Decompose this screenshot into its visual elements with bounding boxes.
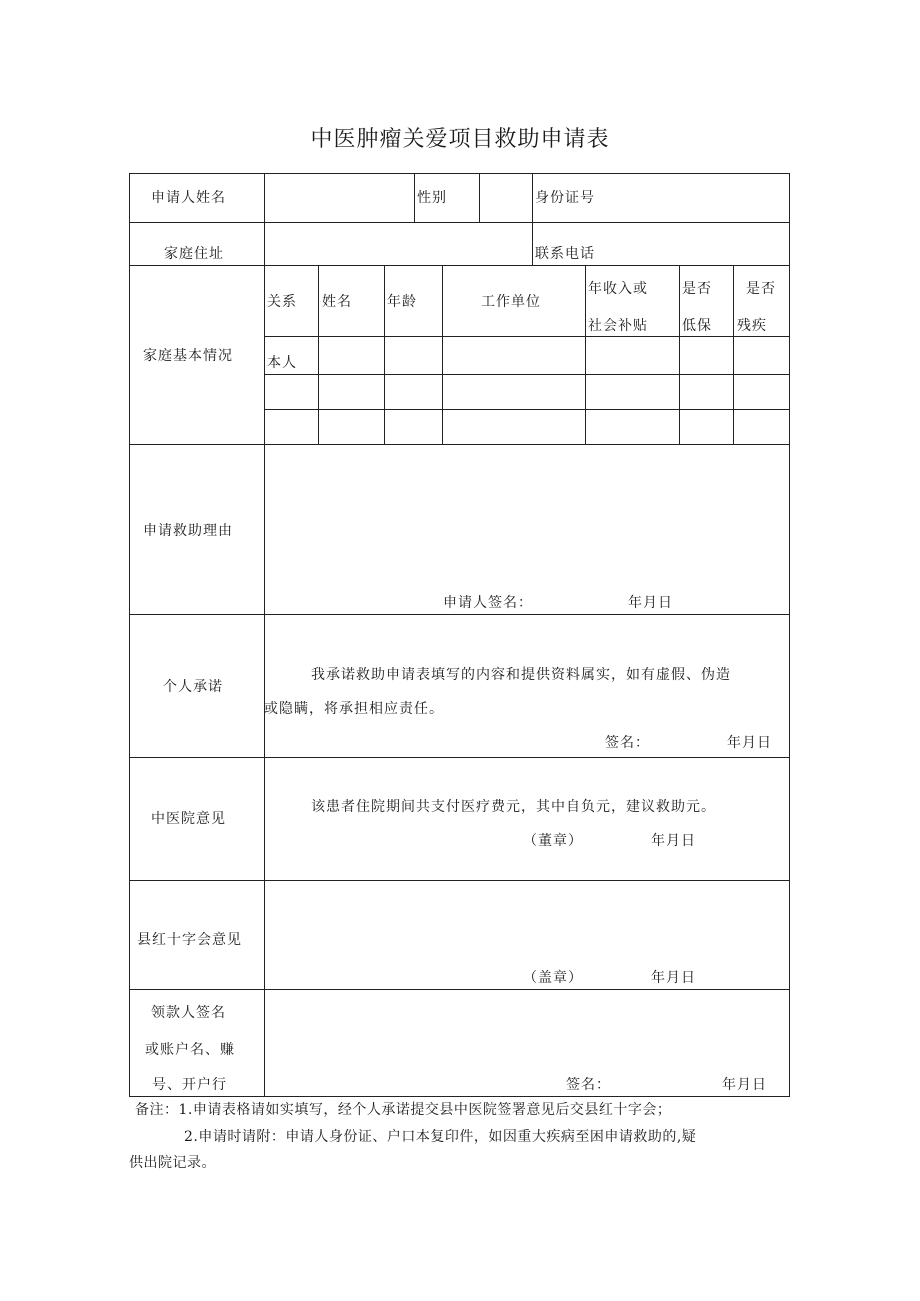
border-left: [129, 173, 130, 1097]
payee-label: 领款人签名: [151, 1005, 226, 1021]
family-header-disability: 残疾: [737, 318, 767, 334]
pledge-text: 我承诺救助申请表填写的内容和提供资料属实，如有虚假、伪造: [311, 667, 731, 683]
hospital-date: 年月日: [651, 833, 696, 849]
cell-divider: [479, 173, 480, 222]
family-col-divider: [318, 265, 319, 444]
gender-label: 性别: [417, 190, 447, 206]
id-number-label: 身份证号: [535, 190, 595, 206]
border-bottom: [129, 1096, 790, 1097]
pledge-sign: 签名：: [605, 735, 650, 751]
family-header-low-income: 是否: [682, 281, 712, 297]
footnote-line1: 备注：1.申请表格请如实填写，经个人承诺提交县中医院签署意见后交县红十字会；: [135, 1102, 672, 1118]
family-col-divider: [733, 265, 734, 444]
row-divider: [129, 757, 790, 758]
applicant-name-label: 申请人姓名: [151, 190, 226, 206]
row-divider: [129, 444, 790, 445]
hospital-seal: （董章）: [523, 833, 583, 849]
family-header-work-unit: 工作单位: [481, 294, 541, 310]
family-col-divider: [585, 265, 586, 444]
footnote-line3: 供出院记录。: [129, 1155, 216, 1171]
cell-divider: [532, 173, 533, 265]
family-header-disability: 是否: [746, 281, 776, 297]
reason-date: 年月日: [628, 595, 673, 611]
family-col-divider: [384, 265, 385, 444]
address-label: 家庭住址: [164, 246, 224, 262]
payee-date: 年月日: [722, 1077, 767, 1093]
family-self-cell: 本人: [267, 355, 297, 371]
row-divider: [129, 614, 790, 615]
family-header-income: 年收入或: [588, 281, 648, 297]
row-divider: [129, 222, 790, 223]
row-divider: [129, 989, 790, 990]
payee-label: 或账户名、赚: [145, 1042, 235, 1058]
phone-label: 联系电话: [535, 246, 595, 262]
pledge-date: 年月日: [727, 735, 772, 751]
row-divider: [129, 880, 790, 881]
reason-label: 申请救助理由: [143, 523, 233, 539]
application-form: [129, 173, 790, 1097]
label-column-divider: [264, 173, 265, 1097]
family-row-divider: [264, 374, 790, 375]
hospital-label: 中医院意见: [151, 811, 226, 827]
family-row-divider: [264, 336, 790, 337]
family-label: 家庭基本情况: [143, 348, 233, 364]
border-top: [129, 173, 790, 174]
family-row-divider: [264, 409, 790, 410]
cell-divider: [414, 173, 415, 222]
payee-sign: 签名：: [566, 1077, 611, 1093]
family-header-relation: 关系: [267, 294, 297, 310]
family-header-name: 姓名: [322, 294, 352, 310]
footnote-line2: 2.申请时请附：申请人身份证、户口本复印件，如因重大疾病至困申请救助的,疑: [184, 1129, 697, 1145]
family-header-low-income: 低保: [682, 318, 712, 334]
hospital-opinion-text: 该患者住院期间共支付医疗费元，其中自负元，建议救助元。: [311, 799, 716, 815]
reason-sign: 申请人签名：: [443, 595, 533, 611]
family-header-age: 年龄: [387, 294, 417, 310]
redcross-seal: （盖章）: [523, 970, 583, 986]
form-title: 中医肿瘤关爱项目救助申请表: [310, 127, 610, 152]
redcross-label: 县红十字会意见: [137, 932, 242, 948]
row-divider: [129, 265, 790, 266]
pledge-label: 个人承诺: [163, 679, 223, 695]
payee-label: 号、开户行: [152, 1077, 227, 1093]
pledge-text: 或隐瞒，将承担相应责任。: [264, 701, 444, 717]
family-col-divider: [442, 265, 443, 444]
family-header-income: 社会补贴: [588, 318, 648, 334]
redcross-date: 年月日: [651, 970, 696, 986]
border-right: [789, 173, 790, 1097]
family-col-divider: [679, 265, 680, 444]
